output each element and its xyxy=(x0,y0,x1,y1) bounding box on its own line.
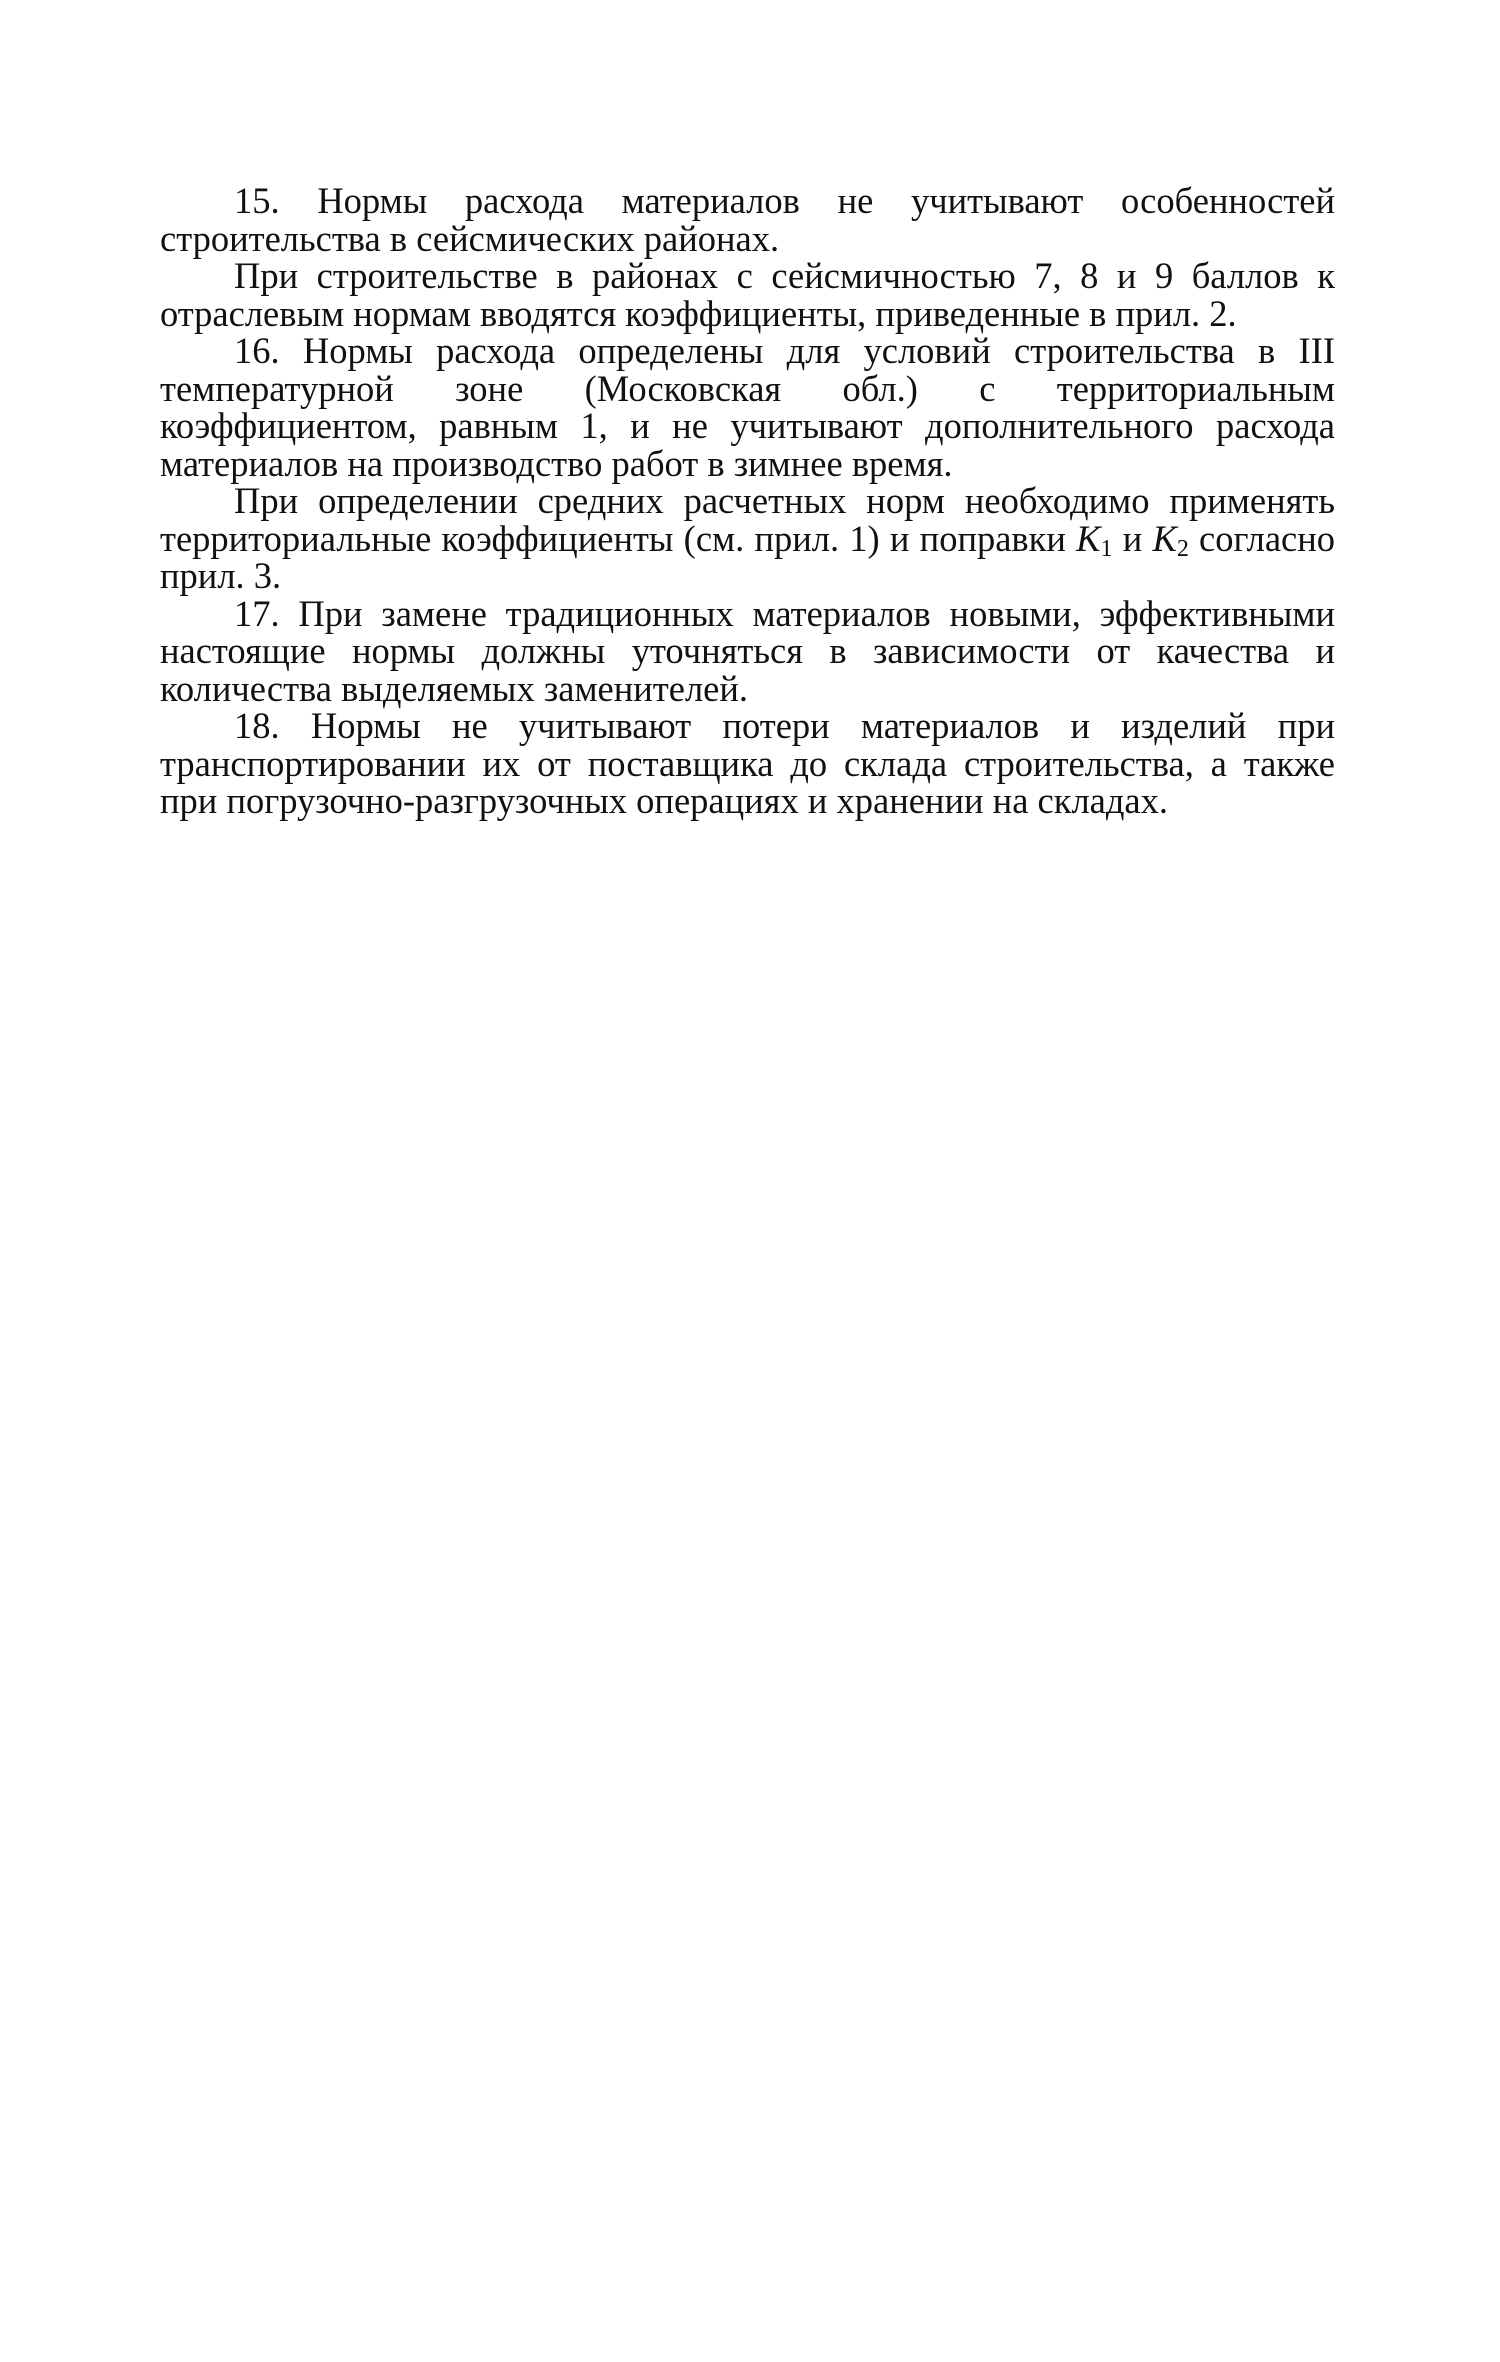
paragraph-15: 15. Нормы расхода материалов не учитывают особенностей строительства в сейсмических районах. xyxy=(160,180,1335,259)
paragraph-15-seismic-coefficients: При строительстве в районах с сейсмичностью 7, 8 и 9 баллов к отраслевым нормам вводятся коэффициенты, приведенные в прил. 2. xyxy=(160,255,1335,334)
k2-subscript: 2 xyxy=(1176,535,1189,562)
paragraph-16b-text-mid: и xyxy=(1112,517,1153,559)
k1-subscript: 1 xyxy=(1100,535,1113,562)
k2-symbol: K xyxy=(1152,517,1177,559)
paragraph-16b-text-before: При определении средних расчетных норм необходимо применять территориальные коэффициенты (см. прил. 1) и поправки xyxy=(160,480,1335,559)
paragraph-16b-text-after: согласно прил. 3. xyxy=(160,517,1336,596)
paragraph-17: 17. При замене традиционных материалов новыми, эффективными настоящие нормы должны уточняться в зависимости от качества и количества выделяемых заменителей. xyxy=(160,592,1335,709)
paragraph-16: 16. Нормы расхода определены для условий строительства в III температурной зоне (Московская обл.) с территориальным коэффициентом, равным 1, и не учитывают дополнительного расхода материалов на производство работ в зимнее время. xyxy=(160,330,1335,484)
k1-symbol: K xyxy=(1076,517,1101,559)
document-body xyxy=(160,182,1335,820)
paragraph-18: 18. Нормы не учитывают потери материалов и изделий при транспортировании их от поставщика до склада строительства, а также при погрузочно-разгрузочных операциях и хранении на складах. xyxy=(160,705,1335,821)
paragraph-16-average-norms xyxy=(160,482,1335,595)
